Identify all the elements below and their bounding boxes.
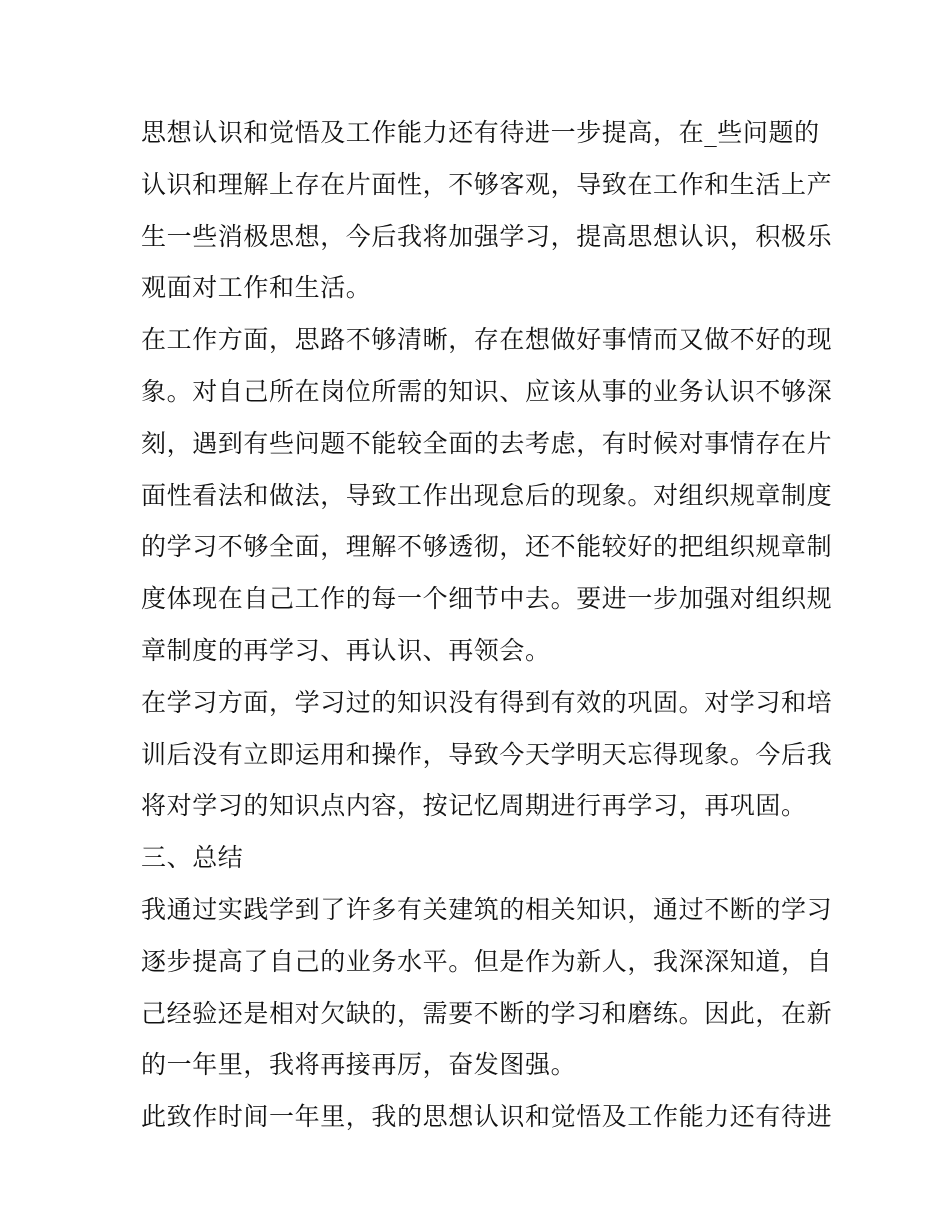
text-line: 面性看法和做法，导致工作出现怠后的现象。对组织规章制度 — [141, 480, 833, 510]
text-line: 训后没有立即运用和操作，导致今天学明天忘得现象。今后我 — [141, 739, 833, 769]
text-line: 逐步提高了自己的业务水平。但是作为新人，我深深知道，自 — [141, 946, 833, 976]
text-line: 生一些消极思想，今后我将加强学习，提高思想认识，积极乐 — [141, 221, 833, 251]
text-line: 的学习不够全面，理解不够透彻，还不能较好的把组织规章制 — [141, 532, 833, 562]
text-line: 在学习方面，学习过的知识没有得到有效的巩固。对学习和培 — [141, 687, 833, 717]
text-line: 度体现在自己工作的每一个细节中去。要进一步加强对组织规 — [141, 584, 833, 614]
section-heading: 三、总结 — [141, 843, 244, 873]
text-line: 此致作时间一年里，我的思想认识和觉悟及工作能力还有待进 — [141, 1102, 833, 1132]
text-line: 刻，遇到有些问题不能较全面的去考虑，有时候对事情存在片 — [141, 428, 833, 458]
text-line: 己经验还是相对欠缺的，需要不断的学习和磨练。因此，在新 — [141, 998, 833, 1028]
text-line: 观面对工作和生活。 — [141, 273, 372, 303]
text-line: 章制度的再学习、再认识、再领会。 — [141, 635, 551, 665]
text-line: 我通过实践学到了许多有关建筑的相关知识，通过不断的学习 — [141, 894, 833, 924]
text-line: 在工作方面，思路不够清晰，存在想做好事情而又做不好的现 — [141, 325, 833, 355]
text-line: 认识和理解上存在片面性，不够客观，导致在工作和生活上产 — [141, 169, 833, 199]
text-line: 思想认识和觉悟及工作能力还有待进一步提高，在_些问题的 — [141, 118, 820, 147]
text-line: 象。对自己所在岗位所需的知识、应该从事的业务认识不够深 — [141, 376, 833, 406]
text-line: 的一年里，我将再接再厉，奋发图强。 — [141, 1050, 577, 1080]
document-body — [141, 107, 833, 1143]
text-line: 将对学习的知识点内容，按记忆周期进行再学习，再巩固。 — [141, 791, 807, 821]
